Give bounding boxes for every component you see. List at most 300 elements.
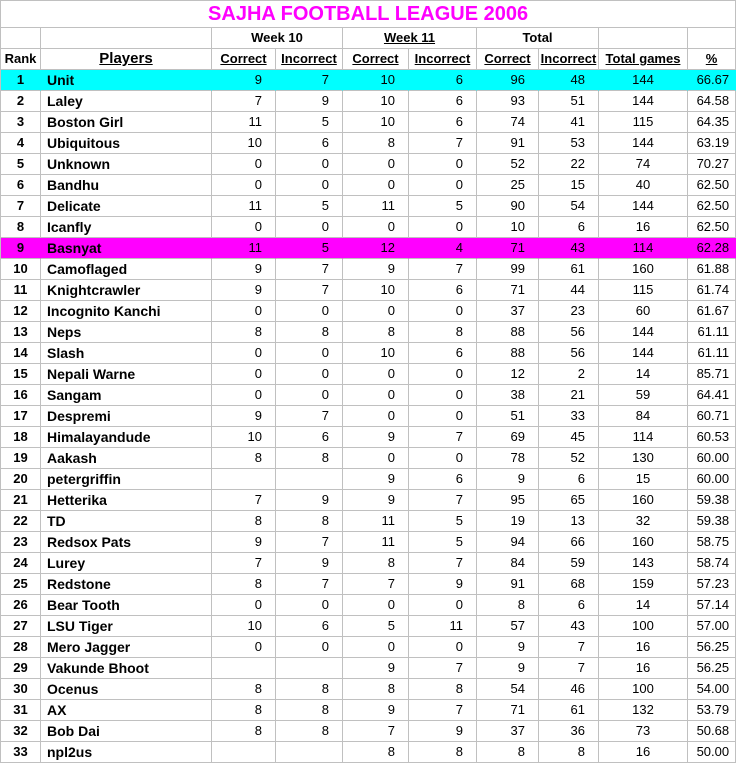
rank-cell: 33 [1,742,41,763]
total-incorrect-cell: 7 [539,658,599,679]
table-row [1,238,736,259]
week11-incorrect-cell: 0 [409,217,477,238]
total-correct-cell: 95 [477,490,539,511]
week10-correct-cell [212,469,276,490]
total-correct-cell: 74 [477,112,539,133]
total-games-cell: 160 [599,259,688,280]
column-header-week11-correct: Correct [343,49,409,70]
total-correct-cell: 54 [477,679,539,700]
week10-incorrect-cell: 5 [276,196,343,217]
table-row [1,637,736,658]
column-header-total-games: Total games [599,49,688,70]
week11-correct-cell: 8 [343,679,409,700]
total-incorrect-cell: 8 [539,742,599,763]
week10-correct-cell: 11 [212,238,276,259]
total-games-cell: 100 [599,616,688,637]
column-header-row [1,49,736,70]
total-games-cell: 144 [599,343,688,364]
rank-cell: 1 [1,70,41,91]
percent-cell: 61.88 [688,259,736,280]
total-games-cell: 144 [599,70,688,91]
percent-cell: 61.11 [688,322,736,343]
week11-incorrect-cell: 5 [409,196,477,217]
week11-correct-cell: 8 [343,322,409,343]
week10-correct-cell: 9 [212,406,276,427]
rank-cell: 11 [1,280,41,301]
week10-incorrect-cell: 0 [276,364,343,385]
rank-cell: 20 [1,469,41,490]
table-row [1,91,736,112]
percent-cell: 60.53 [688,427,736,448]
table-row [1,301,736,322]
rank-cell: 29 [1,658,41,679]
percent-cell: 53.79 [688,700,736,721]
week11-incorrect-cell: 0 [409,175,477,196]
blank-cell [599,28,688,49]
week11-incorrect-cell: 5 [409,511,477,532]
player-name-cell: Despremi [41,406,212,427]
week10-incorrect-cell: 7 [276,406,343,427]
week10-correct-cell: 11 [212,196,276,217]
week11-incorrect-cell: 7 [409,133,477,154]
total-correct-cell: 96 [477,70,539,91]
column-header-percent: % [688,49,736,70]
week10-incorrect-cell [276,742,343,763]
player-name-cell: Aakash [41,448,212,469]
total-incorrect-cell: 66 [539,532,599,553]
rank-cell: 18 [1,427,41,448]
week11-incorrect-cell: 8 [409,679,477,700]
total-games-cell: 144 [599,196,688,217]
table-row [1,175,736,196]
week10-incorrect-cell: 5 [276,112,343,133]
total-incorrect-cell: 13 [539,511,599,532]
player-name-cell: Laley [41,91,212,112]
week10-correct-cell: 0 [212,595,276,616]
week11-incorrect-cell: 7 [409,658,477,679]
column-header-players: Players [41,49,212,70]
table-row [1,406,736,427]
week11-incorrect-cell: 0 [409,406,477,427]
column-header-total-incorrect: Incorrect [539,49,599,70]
week11-correct-cell: 7 [343,574,409,595]
week10-correct-cell: 9 [212,70,276,91]
week11-correct-cell: 9 [343,427,409,448]
rank-cell: 17 [1,406,41,427]
week10-correct-cell: 8 [212,574,276,595]
total-games-cell: 73 [599,721,688,742]
rank-cell: 2 [1,91,41,112]
total-correct-cell: 37 [477,721,539,742]
total-games-cell: 15 [599,469,688,490]
week10-correct-cell: 8 [212,679,276,700]
player-name-cell: Unit [41,70,212,91]
rank-cell: 23 [1,532,41,553]
week11-incorrect-cell: 6 [409,343,477,364]
total-correct-cell: 9 [477,658,539,679]
week11-incorrect-cell: 8 [409,322,477,343]
table-row [1,658,736,679]
total-correct-cell: 9 [477,637,539,658]
total-correct-cell: 57 [477,616,539,637]
week11-correct-cell: 10 [343,91,409,112]
week11-incorrect-cell: 9 [409,721,477,742]
player-name-cell: Ocenus [41,679,212,700]
total-incorrect-cell: 33 [539,406,599,427]
page-title: SAJHA FOOTBALL LEAGUE 2006 [1,1,736,28]
rank-cell: 21 [1,490,41,511]
player-name-cell: npl2us [41,742,212,763]
rank-cell: 28 [1,637,41,658]
percent-cell: 61.11 [688,343,736,364]
total-correct-cell: 8 [477,595,539,616]
week10-correct-cell: 8 [212,511,276,532]
week10-incorrect-cell: 0 [276,175,343,196]
total-incorrect-cell: 44 [539,280,599,301]
table-row [1,280,736,301]
week10-incorrect-cell: 7 [276,259,343,280]
table-row [1,427,736,448]
table-body [1,70,736,763]
week11-incorrect-cell: 8 [409,742,477,763]
week10-incorrect-cell: 7 [276,532,343,553]
total-correct-cell: 90 [477,196,539,217]
total-correct-cell: 8 [477,742,539,763]
week11-incorrect-cell: 7 [409,427,477,448]
total-correct-cell: 88 [477,343,539,364]
percent-cell: 85.71 [688,364,736,385]
total-incorrect-cell: 48 [539,70,599,91]
week10-correct-cell: 0 [212,217,276,238]
rank-cell: 5 [1,154,41,175]
total-games-cell: 16 [599,217,688,238]
percent-cell: 62.28 [688,238,736,259]
week10-incorrect-cell: 9 [276,91,343,112]
total-correct-cell: 38 [477,385,539,406]
total-correct-cell: 91 [477,133,539,154]
week11-correct-cell: 0 [343,175,409,196]
table-row [1,553,736,574]
week10-correct-cell: 7 [212,91,276,112]
total-correct-cell: 88 [477,322,539,343]
week10-correct-cell: 7 [212,553,276,574]
total-correct-cell: 99 [477,259,539,280]
blank-cell [688,28,736,49]
week11-correct-cell: 7 [343,721,409,742]
total-incorrect-cell: 43 [539,238,599,259]
total-incorrect-cell: 56 [539,322,599,343]
rank-cell: 14 [1,343,41,364]
total-incorrect-cell: 2 [539,364,599,385]
percent-cell: 56.25 [688,637,736,658]
player-name-cell: Boston Girl [41,112,212,133]
week10-incorrect-cell: 8 [276,679,343,700]
column-group-week10: Week 10 [212,28,343,49]
table-row [1,595,736,616]
table-row [1,196,736,217]
week10-correct-cell [212,658,276,679]
total-incorrect-cell: 52 [539,448,599,469]
table-row [1,154,736,175]
total-games-cell: 115 [599,112,688,133]
week11-incorrect-cell: 0 [409,637,477,658]
week11-correct-cell: 10 [343,280,409,301]
total-correct-cell: 71 [477,280,539,301]
week10-correct-cell: 0 [212,175,276,196]
total-games-cell: 14 [599,364,688,385]
player-name-cell: Bear Tooth [41,595,212,616]
percent-cell: 70.27 [688,154,736,175]
player-name-cell: TD [41,511,212,532]
player-name-cell: Redstone [41,574,212,595]
total-games-cell: 159 [599,574,688,595]
total-incorrect-cell: 46 [539,679,599,700]
total-correct-cell: 52 [477,154,539,175]
week10-correct-cell: 9 [212,259,276,280]
week10-correct-cell: 9 [212,532,276,553]
total-games-cell: 130 [599,448,688,469]
total-incorrect-cell: 43 [539,616,599,637]
table-row [1,364,736,385]
total-games-cell: 60 [599,301,688,322]
week11-incorrect-cell: 0 [409,301,477,322]
percent-cell: 60.71 [688,406,736,427]
column-header-week11-incorrect: Incorrect [409,49,477,70]
week10-incorrect-cell: 6 [276,427,343,448]
total-correct-cell: 71 [477,238,539,259]
total-correct-cell: 25 [477,175,539,196]
total-incorrect-cell: 65 [539,490,599,511]
week11-correct-cell: 11 [343,511,409,532]
week10-correct-cell: 0 [212,343,276,364]
week10-correct-cell: 11 [212,112,276,133]
week11-correct-cell: 9 [343,469,409,490]
title-row [1,1,736,28]
player-name-cell: Neps [41,322,212,343]
table-row [1,385,736,406]
rank-cell: 24 [1,553,41,574]
table-row [1,448,736,469]
week10-correct-cell: 7 [212,490,276,511]
table-row [1,679,736,700]
week10-incorrect-cell: 0 [276,301,343,322]
week11-incorrect-cell: 6 [409,70,477,91]
week11-correct-cell: 0 [343,301,409,322]
total-correct-cell: 93 [477,91,539,112]
table-row [1,217,736,238]
table-row [1,70,736,91]
week11-incorrect-cell: 6 [409,469,477,490]
total-incorrect-cell: 23 [539,301,599,322]
week10-incorrect-cell: 0 [276,343,343,364]
percent-cell: 59.38 [688,490,736,511]
week10-incorrect-cell: 8 [276,511,343,532]
week10-incorrect-cell: 0 [276,637,343,658]
column-header-total-correct: Correct [477,49,539,70]
percent-cell: 62.50 [688,217,736,238]
week10-incorrect-cell: 7 [276,574,343,595]
total-correct-cell: 94 [477,532,539,553]
rank-cell: 7 [1,196,41,217]
percent-cell: 59.38 [688,511,736,532]
total-incorrect-cell: 53 [539,133,599,154]
percent-cell: 57.00 [688,616,736,637]
week10-correct-cell: 0 [212,385,276,406]
percent-cell: 57.14 [688,595,736,616]
week10-incorrect-cell: 6 [276,133,343,154]
week10-incorrect-cell: 8 [276,700,343,721]
total-correct-cell: 84 [477,553,539,574]
rank-cell: 15 [1,364,41,385]
percent-cell: 56.25 [688,658,736,679]
player-name-cell: Unknown [41,154,212,175]
rank-cell: 9 [1,238,41,259]
week11-incorrect-cell: 0 [409,448,477,469]
percent-cell: 64.35 [688,112,736,133]
week10-incorrect-cell: 9 [276,490,343,511]
player-name-cell: Basnyat [41,238,212,259]
week10-incorrect-cell: 8 [276,322,343,343]
column-header-rank: Rank [1,49,41,70]
total-incorrect-cell: 68 [539,574,599,595]
table-row [1,721,736,742]
week11-incorrect-cell: 0 [409,364,477,385]
week11-incorrect-cell: 0 [409,595,477,616]
total-incorrect-cell: 6 [539,595,599,616]
week10-incorrect-cell: 9 [276,553,343,574]
week11-incorrect-cell: 11 [409,616,477,637]
total-games-cell: 16 [599,658,688,679]
week11-incorrect-cell: 9 [409,574,477,595]
percent-cell: 61.74 [688,280,736,301]
rank-cell: 3 [1,112,41,133]
table-row [1,112,736,133]
total-incorrect-cell: 7 [539,637,599,658]
total-correct-cell: 78 [477,448,539,469]
week11-correct-cell: 8 [343,133,409,154]
week11-correct-cell: 9 [343,259,409,280]
week10-correct-cell: 10 [212,616,276,637]
rank-cell: 26 [1,595,41,616]
column-header-week10-correct: Correct [212,49,276,70]
rank-cell: 10 [1,259,41,280]
week10-incorrect-cell: 0 [276,217,343,238]
total-incorrect-cell: 21 [539,385,599,406]
percent-cell: 62.50 [688,196,736,217]
player-name-cell: Mero Jagger [41,637,212,658]
total-incorrect-cell: 41 [539,112,599,133]
week11-incorrect-cell: 6 [409,280,477,301]
percent-cell: 64.41 [688,385,736,406]
total-incorrect-cell: 51 [539,91,599,112]
week11-correct-cell: 10 [343,112,409,133]
week10-correct-cell: 8 [212,448,276,469]
week11-incorrect-cell: 7 [409,700,477,721]
total-correct-cell: 9 [477,469,539,490]
week11-correct-cell: 9 [343,658,409,679]
percent-cell: 66.67 [688,70,736,91]
table-row [1,511,736,532]
week10-incorrect-cell [276,469,343,490]
total-incorrect-cell: 56 [539,343,599,364]
week10-correct-cell: 8 [212,322,276,343]
week11-correct-cell: 0 [343,406,409,427]
total-games-cell: 74 [599,154,688,175]
week10-correct-cell: 0 [212,637,276,658]
week11-incorrect-cell: 6 [409,112,477,133]
percent-cell: 50.68 [688,721,736,742]
week11-correct-cell: 9 [343,700,409,721]
total-games-cell: 160 [599,532,688,553]
rank-cell: 8 [1,217,41,238]
week10-incorrect-cell: 0 [276,154,343,175]
total-correct-cell: 51 [477,406,539,427]
total-correct-cell: 91 [477,574,539,595]
percent-cell: 60.00 [688,469,736,490]
week10-incorrect-cell: 7 [276,70,343,91]
total-incorrect-cell: 61 [539,700,599,721]
percent-cell: 58.75 [688,532,736,553]
player-name-cell: Icanfly [41,217,212,238]
total-games-cell: 143 [599,553,688,574]
week10-correct-cell: 0 [212,301,276,322]
total-correct-cell: 10 [477,217,539,238]
player-name-cell: Slash [41,343,212,364]
total-games-cell: 16 [599,637,688,658]
percent-cell: 50.00 [688,742,736,763]
percent-cell: 63.19 [688,133,736,154]
total-correct-cell: 19 [477,511,539,532]
player-name-cell: AX [41,700,212,721]
percent-cell: 64.58 [688,91,736,112]
total-incorrect-cell: 22 [539,154,599,175]
total-incorrect-cell: 59 [539,553,599,574]
total-games-cell: 114 [599,427,688,448]
total-games-cell: 84 [599,406,688,427]
blank-cell [41,28,212,49]
week11-incorrect-cell: 7 [409,553,477,574]
week11-correct-cell: 9 [343,490,409,511]
table-row [1,490,736,511]
rank-cell: 32 [1,721,41,742]
percent-cell: 62.50 [688,175,736,196]
week11-correct-cell: 8 [343,742,409,763]
week10-incorrect-cell [276,658,343,679]
blank-cell [1,28,41,49]
player-name-cell: petergriffin [41,469,212,490]
percent-cell: 57.23 [688,574,736,595]
table-row [1,700,736,721]
percent-cell: 61.67 [688,301,736,322]
player-name-cell: Delicate [41,196,212,217]
week11-incorrect-cell: 0 [409,154,477,175]
rank-cell: 13 [1,322,41,343]
total-games-cell: 144 [599,91,688,112]
table-row [1,343,736,364]
player-name-cell: Sangam [41,385,212,406]
player-name-cell: Lurey [41,553,212,574]
week11-incorrect-cell: 7 [409,259,477,280]
rank-cell: 6 [1,175,41,196]
week10-correct-cell: 10 [212,133,276,154]
week11-incorrect-cell: 6 [409,91,477,112]
player-name-cell: Bob Dai [41,721,212,742]
week10-incorrect-cell: 0 [276,595,343,616]
week11-correct-cell: 0 [343,154,409,175]
week11-incorrect-cell: 4 [409,238,477,259]
total-incorrect-cell: 6 [539,469,599,490]
total-games-cell: 114 [599,238,688,259]
